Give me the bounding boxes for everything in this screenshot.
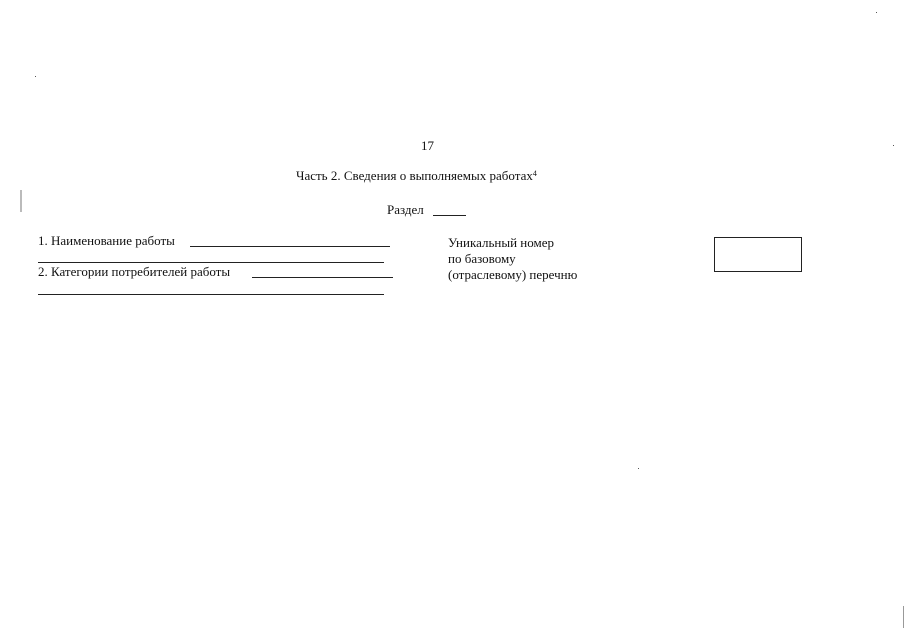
- part-heading-text: Часть 2. Сведения о выполняемых работах: [296, 168, 533, 183]
- scan-speck: [893, 145, 894, 146]
- scan-speck: [35, 76, 36, 77]
- work-name-line-2[interactable]: [38, 262, 384, 263]
- work-name-label: 1. Наименование работы: [38, 233, 175, 248]
- unique-number-box[interactable]: [714, 237, 802, 272]
- page-number: 17: [421, 138, 434, 153]
- unique-number-label-3: (отраслевому) перечню: [448, 267, 578, 282]
- unique-number-label-2: по базовому: [448, 251, 516, 266]
- scan-speck: [876, 12, 877, 13]
- scan-speck: [903, 606, 904, 628]
- section-number-line[interactable]: [433, 215, 466, 216]
- footnote-marker: 4: [532, 169, 537, 178]
- unique-number-label-1: Уникальный номер: [448, 235, 554, 250]
- consumer-categories-line-2[interactable]: [38, 294, 384, 295]
- scan-speck: [638, 468, 639, 469]
- consumer-categories-line[interactable]: [252, 277, 393, 278]
- scan-speck: [20, 190, 22, 212]
- part-heading: [296, 168, 537, 184]
- work-name-line[interactable]: [190, 246, 390, 247]
- consumer-categories-label: 2. Категории потребителей работы: [38, 264, 231, 279]
- section-label: Раздел: [387, 202, 424, 217]
